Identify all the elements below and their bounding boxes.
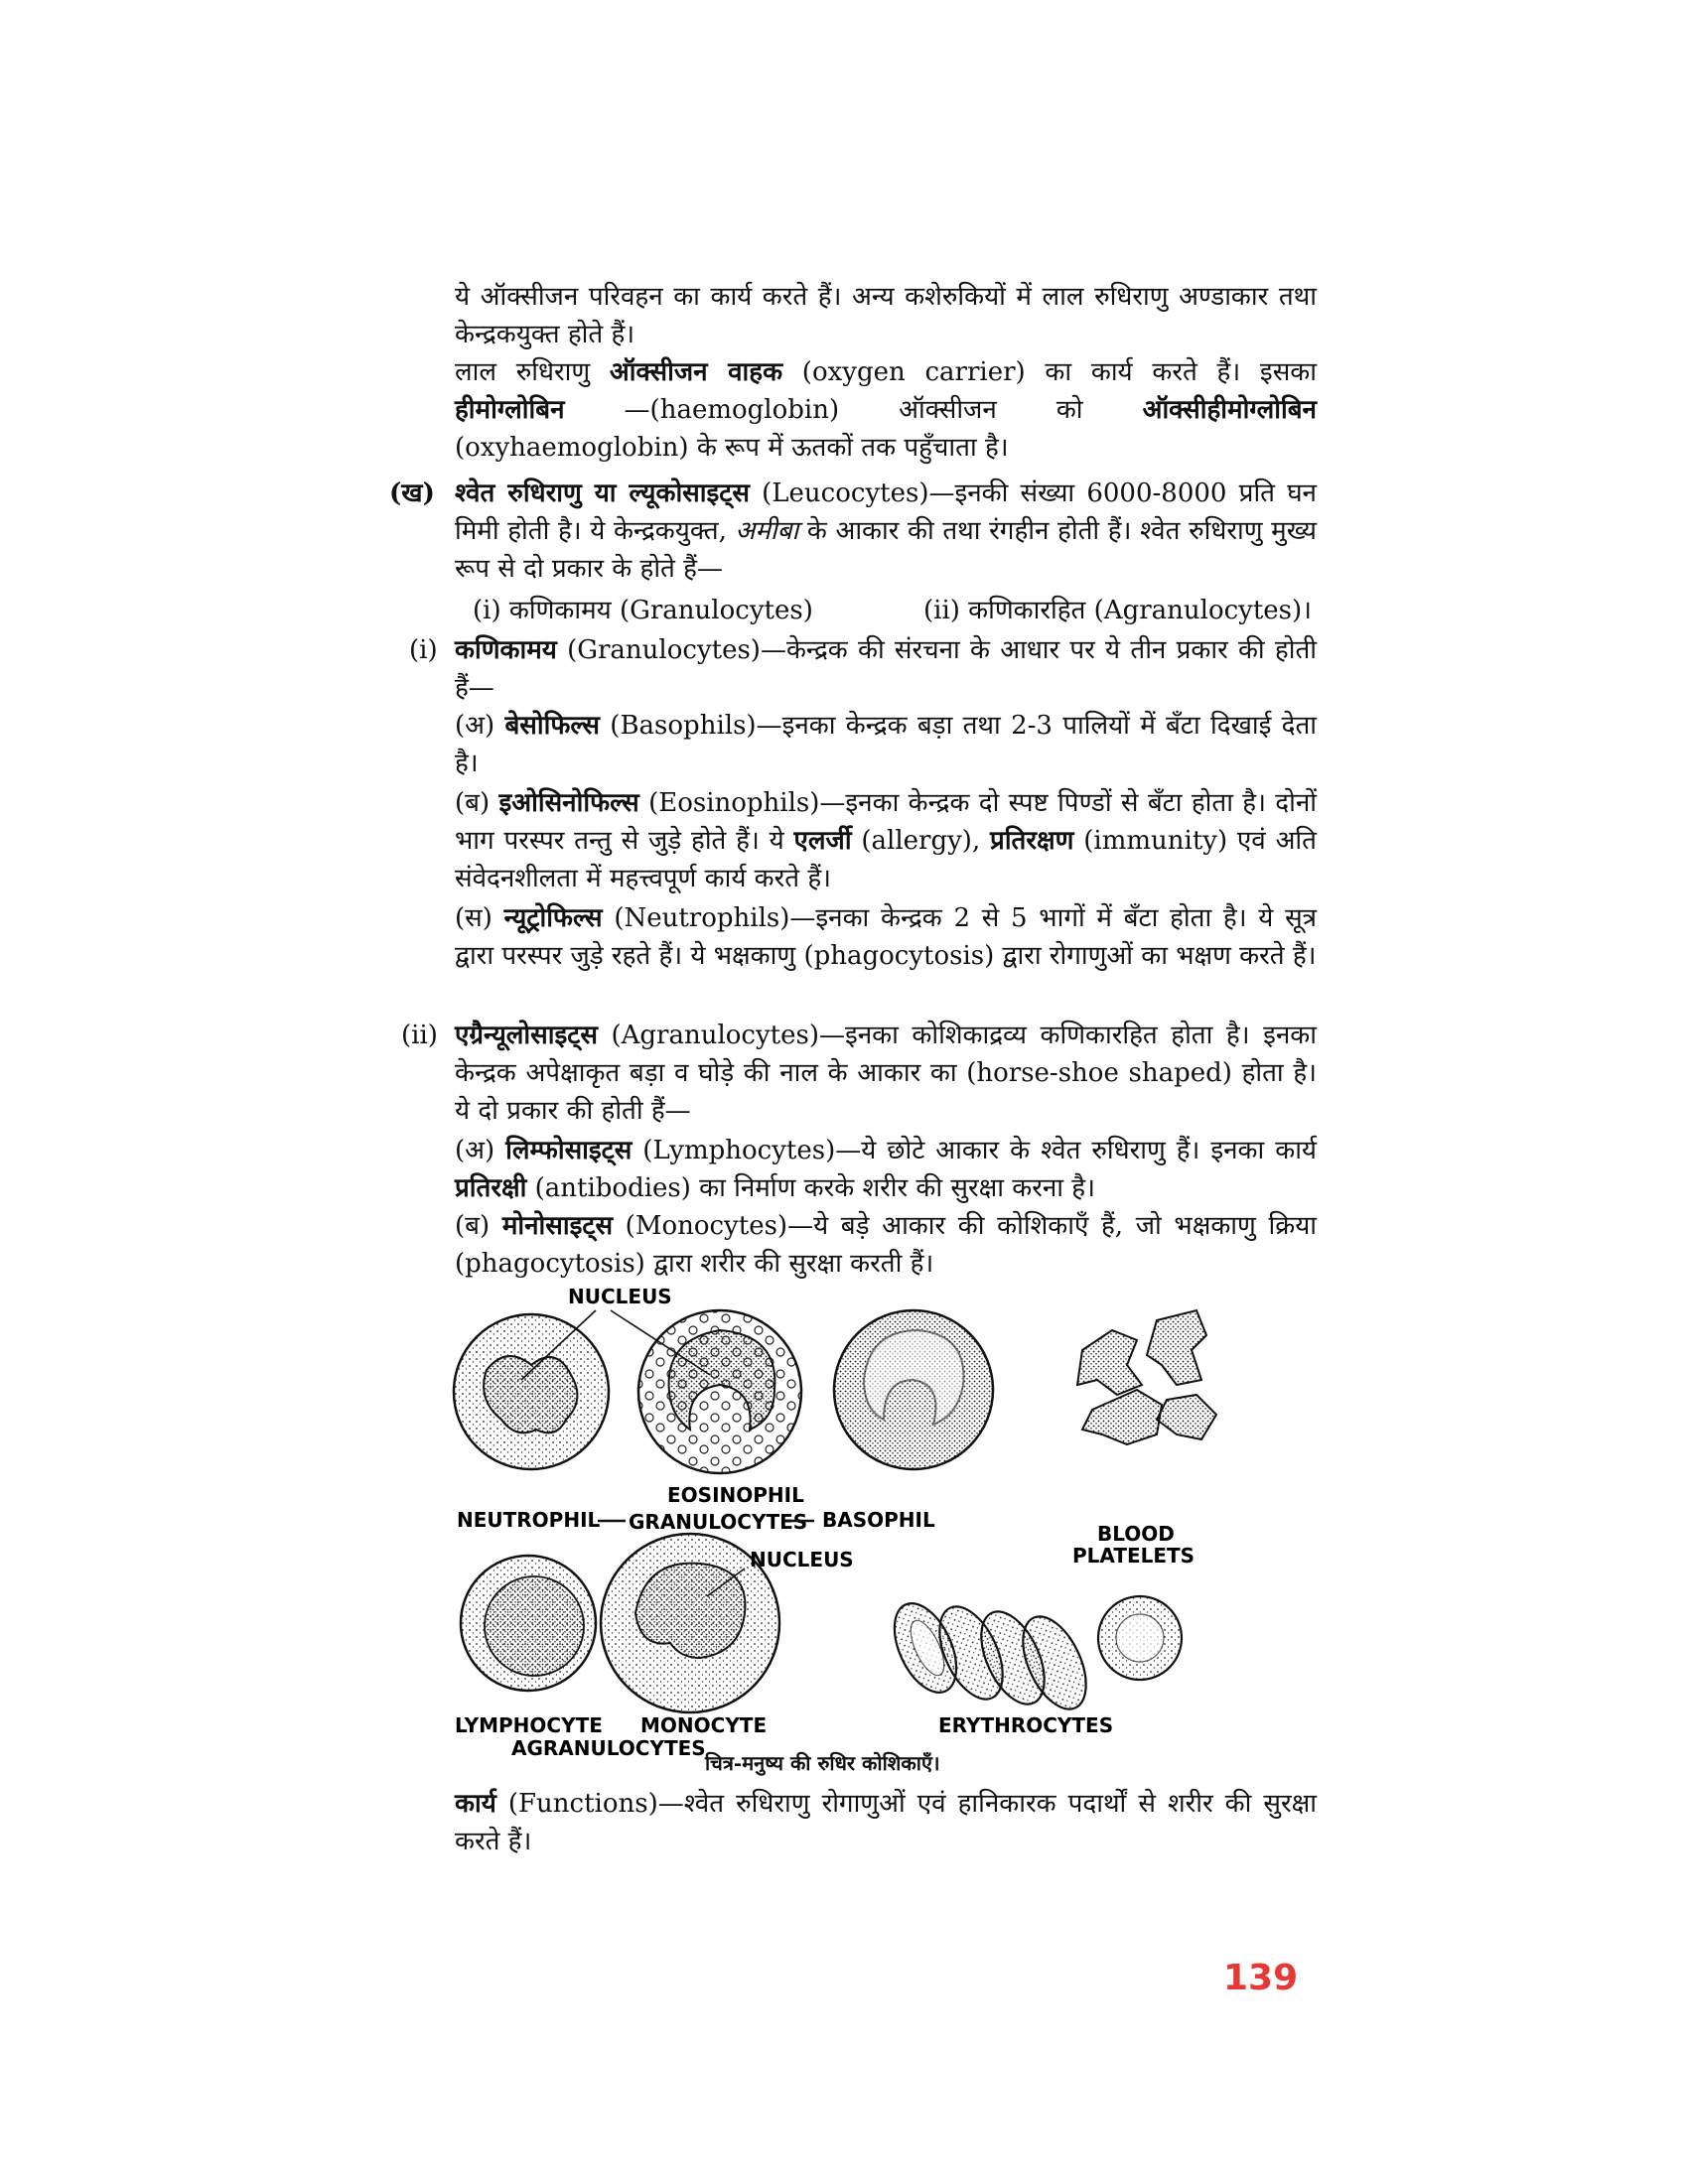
- label-platelets: PLATELETS: [1072, 1544, 1196, 1568]
- section-kha-marker: (ख): [389, 478, 435, 508]
- label-neutrophil: NEUTROPHIL: [457, 1508, 601, 1532]
- label-agranulocytes: AGRANULOCYTES: [511, 1736, 706, 1760]
- label-granulocytes: GRANULOCYTES: [629, 1510, 808, 1534]
- paragraph-monocytes: (ब) मोनोसाइट्स (Monocytes)—ये बड़े आकार की कोशिकाएँ हैं, जो भक्षकाणु क्रिया (phagocytosis) द्वारा शरीर की सुरक्षा करती हैं।: [455, 1211, 1318, 1279]
- erythrocytes: [882, 1594, 1182, 1719]
- granulocytes-marker: (i): [409, 635, 438, 665]
- type-granulocytes: (i) कणिकामय (Granulocytes): [473, 596, 813, 625]
- term-eosinophils: इओसिनोफिल्स: [498, 788, 639, 818]
- label-nucleus-bottom: NUCLEUS: [750, 1548, 854, 1571]
- term-leucocytes: श्वेत रुधिराणु या ल्यूकोसाइट्स: [455, 478, 750, 508]
- paragraph-leucocytes: श्वेत रुधिराणु या ल्यूकोसाइट्स (Leucocytes)—इनकी संख्या 6000-8000 प्रति घन मिमी होती है। ये केन्द्रकयुक्त, अमीबा के आकार की तथा रंगहीन होती हैं। श्वेत रुधिराणु मुख्य रूप से दो प्रकार के होते हैं—: [455, 478, 1317, 584]
- figure-caption: चित्र-मनुष्य की रुधिर कोशिकाएँ।: [705, 1751, 940, 1775]
- label-lymphocyte: LYMPHOCYTE: [455, 1713, 603, 1737]
- paragraph-rbc-function: लाल रुधिराणु ऑक्सीजन वाहक (oxygen carrier) का कार्य करते हैं। इसका हीमोग्लोबिन —(haemoglobin) ऑक्सीजन को ऑक्सीहीमोग्लोबिन (oxyhaemoglobin) के रूप में ऊतकों तक पहुँचाता है।: [455, 357, 1317, 463]
- term-oxygen-carrier: ऑक्सीजन वाहक: [609, 357, 783, 387]
- label-nucleus-top: NUCLEUS: [568, 1285, 672, 1308]
- type-agranulocytes: (ii) कणिकारहित (Agranulocytes)।: [923, 596, 1313, 625]
- term-agranulocytes: एग्रैन्यूलोसाइट्स: [455, 1021, 598, 1050]
- paragraph-eosinophils: (ब) इओसिनोफिल्स (Eosinophils)—इनका केन्द्रक दो स्पष्ट पिण्डों से बँटा होता है। दोनों भाग परस्पर तन्तु से जुड़े होते हैं। ये एलर्जी (allergy), प्रतिरक्षण (immunity) एवं अति संवेदनशीलता में महत्त्वपूर्ण कार्य करते हैं।: [455, 788, 1318, 893]
- term-granulocytes: कणिकामय: [455, 635, 557, 665]
- term-amoeba: अमीबा: [735, 516, 799, 546]
- paragraph-lymphocytes: (अ) लिम्फोसाइट्स (Lymphocytes)—ये छोटे आकार के श्वेत रुधिराणु हैं। इनका कार्य प्रतिरक्षी (antibodies) का निर्माण करके शरीर की सुरक्षा करना है।: [455, 1136, 1318, 1203]
- label-basophil: BASOPHIL: [822, 1508, 935, 1532]
- term-functions: कार्य: [455, 1789, 496, 1819]
- blood-cells-illustration: [447, 1281, 1321, 1760]
- term-monocytes: मोनोसाइट्स: [501, 1211, 614, 1241]
- term-antibodies: प्रतिरक्षी: [455, 1173, 527, 1203]
- neutrophil-cell: [454, 1314, 609, 1469]
- term-lymphocytes: लिम्फोसाइट्स: [505, 1136, 633, 1165]
- label-monocyte: MONOCYTE: [640, 1713, 768, 1737]
- blood-cells-figure: [447, 1281, 1321, 1760]
- term-haemoglobin: हीमोग्लोबिन: [455, 395, 565, 425]
- label-erythrocytes: ERYTHROCYTES: [938, 1713, 1114, 1737]
- blood-platelets: [1077, 1310, 1216, 1444]
- term-oxyhaemoglobin: ऑक्सीहीमोग्लोबिन: [1142, 395, 1317, 425]
- term-immunity: प्रतिरक्षण: [990, 826, 1074, 856]
- paragraph-neutrophils: (स) न्यूट्रोफिल्स (Neutrophils)—इनका केन्द्रक 2 से 5 भागों में बँटा होता है। ये सूत्र द्वारा परस्पर जुड़े रहते हैं। ये भक्षकाणु (phagocytosis) द्वारा रोगाणुओं का भक्षण करते हैं।: [455, 903, 1318, 971]
- term-allergy: एलर्जी: [793, 826, 852, 856]
- basophil-cell: [834, 1310, 993, 1469]
- paragraph-granulocytes: कणिकामय (Granulocytes)—केन्द्रक की संरचना के आधार पर ये तीन प्रकार की होती हैं—: [455, 635, 1317, 703]
- agranulocytes-marker: (ii): [401, 1021, 438, 1050]
- label-blood: BLOOD: [1097, 1522, 1175, 1546]
- label-eosinophil: EOSINOPHIL: [667, 1483, 804, 1507]
- term-neutrophils: न्यूट्रोफिल्स: [503, 903, 603, 933]
- lymphocyte-cell: [461, 1556, 596, 1691]
- term-basophils: बेसोफिल्स: [504, 711, 601, 741]
- paragraph-functions: कार्य (Functions)—श्वेत रुधिराणु रोगाणुओं एवं हानिकारक पदार्थों से शरीर की सुरक्षा करते हैं।: [455, 1789, 1317, 1856]
- paragraph-agranulocytes: एग्रैन्यूलोसाइट्स (Agranulocytes)—इनका कोशिकाद्रव्य कणिकारहित होता है। इनका केन्द्रक अपेक्षाकृत बड़ा व घोड़े की नाल के आकार का (horse-shoe shaped) होता है। ये दो प्रकार की होती हैं—: [455, 1021, 1317, 1126]
- eosinophil-cell: [638, 1310, 801, 1473]
- page-number: 139: [1223, 1958, 1299, 1998]
- paragraph-rbc-intro: ये ऑक्सीजन परिवहन का कार्य करते हैं। अन्य कशेरुकियों में लाल रुधिराणु अण्डाकार तथा केन्द्रकयुक्त होते हैं।: [455, 282, 1317, 349]
- paragraph-basophils: (अ) बेसोफिल्स (Basophils)—इनका केन्द्रक बड़ा तथा 2-3 पालियों में बँटा दिखाई देता है।: [455, 711, 1317, 778]
